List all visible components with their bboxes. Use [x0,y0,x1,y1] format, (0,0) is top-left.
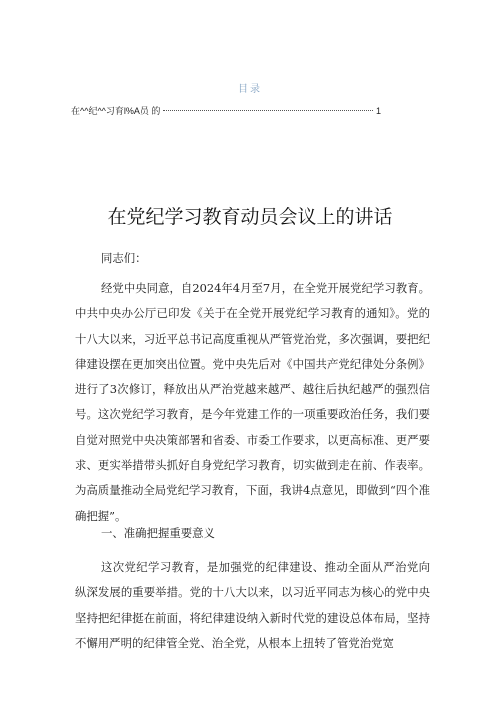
toc-dot-leader [163,110,373,111]
section-heading-1: 一、准确把握重要意义 [101,526,215,540]
toc-title: 目录 [238,84,262,95]
salutation: 同志们： [101,251,147,265]
body-paragraph-2: 这次党纪学习教育，是加强党的纪律建设、推动全面从严治党向纵深发展的重要举措。党的十八大以来，以习近平同志为核心的党中央坚持把纪律挺在前面，将纪律建设纳入新时代党的建设总体布局，坚持不懈用严明的纪律管全党、治全党，从根本上扭转了管党治党宽 [75,560,430,650]
toc-entry[interactable] [71,104,381,118]
toc-entry-text: 在^^纪^^习育l%A员 的 [71,106,161,116]
document-title: 在党纪学习教育动员会议上的讲话 [107,206,393,228]
toc-entry-page-number: 1 [375,106,381,116]
body-paragraph-1: 经党中央同意，自2024年4月至7月，在全党开展党纪学习教育。中共中央办公厅已印发《关于在全党开展党纪学习教育的通知》。党的十八大以来，习近平总书记高度重视从严管党治党，多次强调，要把纪律建设摆在更加突出位置。党中央先后对《中国共产党纪律处分条例》进行了3次修订，释放出从严治党越来越严、越往后执纪越严的强烈信号。这次党纪学习教育，是今年党建工作的一项重要政治任务，我们要自觉对照党中央决策部署和省委、市委工作要求，以更高标准、更严要求、更实举措带头抓好自身党纪学习教育，切实做到走在前、作表率。为高质量推动全局党纪学习教育，下面，我讲4点意见，即做到“四个准确把握”。 [75,281,430,523]
